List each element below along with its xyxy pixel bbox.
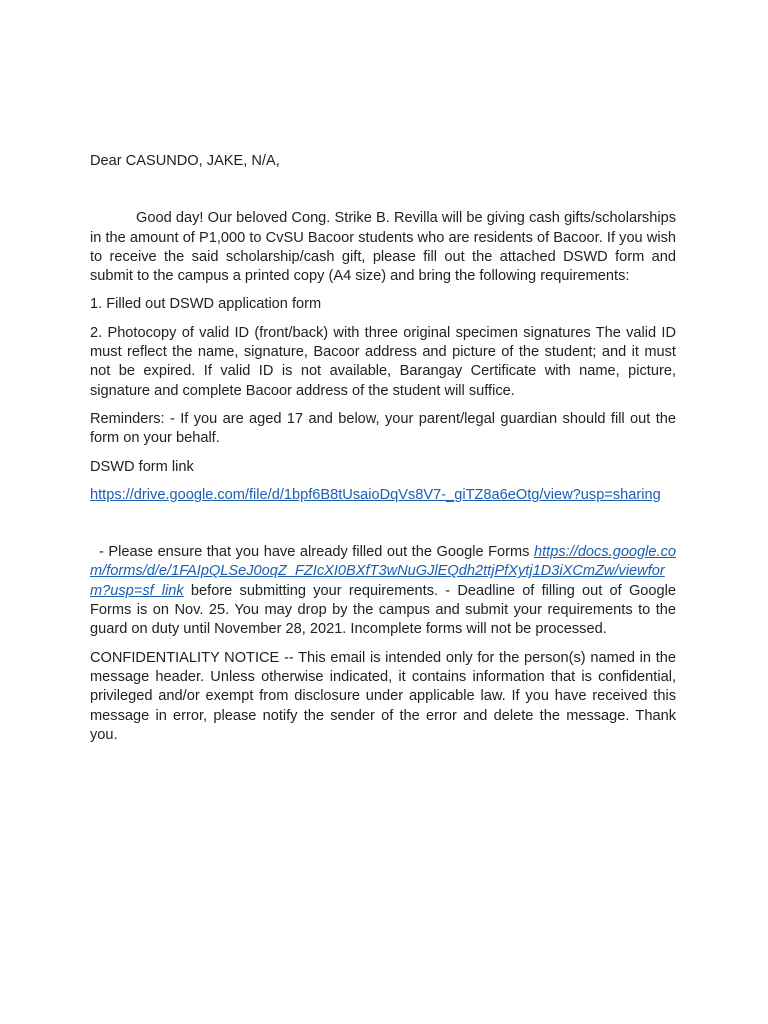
requirement-item-2: 2. Photocopy of valid ID (front/back) with three original specimen signatures The valid ID must reflect the name, signature, Bacoor address and picture of the student; and it must not be expired. If valid ID is not available, Barangay Certificate with name, picture, signature and complete Bacoor address of the student will suffice. — [90, 324, 676, 399]
google-forms-text-after: before submitting your requirements. - Deadline of filling out of Google Forms is on Nov. 25. You may drop by the campus and submit your requirements to the guard on duty until November 28, 2021. Incomplete forms will not be processed. — [90, 582, 676, 638]
requirement-item-1: 1. Filled out DSWD application form — [90, 296, 322, 313]
form-link-label: DSWD form link — [90, 458, 194, 475]
form-link-paragraph — [90, 486, 676, 505]
email-body — [90, 152, 676, 754]
dswd-form-link[interactable]: https://drive.google.com/file/d/1bpf6B8tUsaioDqVs8V7-_giTZ8a6eOtg/view?usp=sharing — [90, 486, 661, 503]
google-forms-link[interactable]: https://docs.google.com/forms/d/e/1FAIpQLSeJ0oqZ_FZIcXI0BXfT3wNuGJlEQdh2ttjPfXytj1D3iXCmZw/viewform?usp=sf_link — [90, 544, 676, 599]
intro-paragraph: Good day! Our beloved Cong. Strike B. Revilla will be giving cash gifts/scholarships in the amount of P1,000 to CvSU Bacoor students who are residents of Bacoor. If you wish to receive the said scholarship/cash gift, please fill out the attached DSWD form and submit to the campus a printed copy (A4 size) and bring the following requirements: — [90, 210, 676, 285]
google-forms-paragraph — [90, 543, 676, 639]
confidentiality-notice: CONFIDENTIALITY NOTICE -- This email is intended only for the person(s) named in the message header. Unless otherwise indicated, it contains information that is confidential, privileged and/or exempt from disclosure under applicable law. If you have received this message in error, please notify the sender of the error and delete the message. Thank you. — [90, 649, 676, 743]
google-forms-text-before: - Please ensure that you have already filled out the Google Forms — [99, 544, 535, 561]
reminders-paragraph: Reminders: - If you are aged 17 and below, your parent/legal guardian should fill out the form on your behalf. — [90, 410, 676, 447]
salutation: Dear CASUNDO, JAKE, N/A, — [90, 153, 280, 169]
